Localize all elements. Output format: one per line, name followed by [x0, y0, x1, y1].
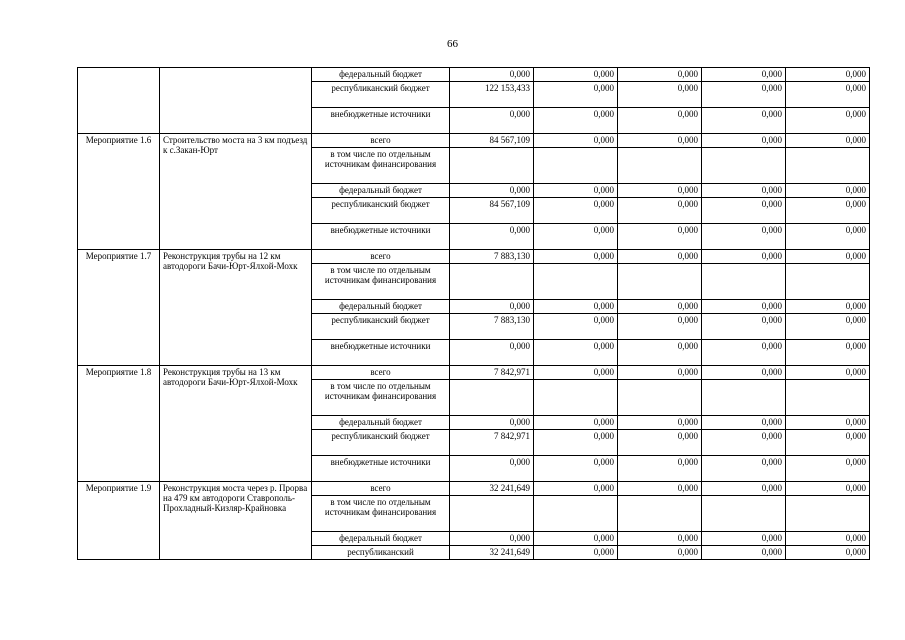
value-cell: 0,000 — [618, 82, 702, 108]
value-cell: 0,000 — [534, 224, 618, 250]
value-cell: 0,000 — [534, 250, 618, 264]
value-cell — [534, 264, 618, 300]
value-cell: 0,000 — [702, 134, 786, 148]
event-cell: Мероприятие 1.6 — [78, 134, 160, 250]
value-cell — [702, 380, 786, 416]
value-cell: 0,000 — [534, 108, 618, 134]
value-cell: 0,000 — [702, 482, 786, 496]
value-cell — [786, 496, 870, 532]
value-cell: 0,000 — [618, 300, 702, 314]
value-cell: 0,000 — [534, 366, 618, 380]
funding-source-cell: федеральный бюджет — [312, 184, 450, 198]
value-cell: 0,000 — [618, 314, 702, 340]
table-row — [78, 68, 870, 82]
value-cell: 0,000 — [786, 250, 870, 264]
value-cell: 0,000 — [702, 82, 786, 108]
value-cell: 0,000 — [534, 532, 618, 546]
value-cell: 0,000 — [618, 134, 702, 148]
value-cell — [702, 496, 786, 532]
value-cell: 0,000 — [618, 184, 702, 198]
value-cell: 0,000 — [618, 108, 702, 134]
value-cell: 0,000 — [702, 224, 786, 250]
funding-source-cell: внебюджетные источники — [312, 340, 450, 366]
value-cell: 0,000 — [786, 416, 870, 430]
value-cell: 0,000 — [786, 68, 870, 82]
value-cell: 0,000 — [702, 456, 786, 482]
funding-source-cell: всего — [312, 482, 450, 496]
funding-source-cell: в том числе по отдельным источникам финансирования — [312, 380, 450, 416]
value-cell: 0,000 — [702, 430, 786, 456]
value-cell: 0,000 — [702, 532, 786, 546]
value-cell: 7 883,130 — [450, 250, 534, 264]
table-body — [78, 68, 870, 560]
value-cell: 0,000 — [450, 456, 534, 482]
table-row — [78, 250, 870, 264]
value-cell: 0,000 — [786, 184, 870, 198]
value-cell: 0,000 — [450, 300, 534, 314]
funding-source-cell: в том числе по отдельным источникам финансирования — [312, 496, 450, 532]
value-cell: 0,000 — [786, 300, 870, 314]
value-cell — [618, 496, 702, 532]
value-cell: 0,000 — [786, 314, 870, 340]
value-cell: 122 153,433 — [450, 82, 534, 108]
value-cell: 0,000 — [786, 340, 870, 366]
value-cell — [450, 380, 534, 416]
value-cell — [450, 264, 534, 300]
event-cell: Мероприятие 1.7 — [78, 250, 160, 366]
value-cell: 0,000 — [702, 416, 786, 430]
value-cell: 0,000 — [786, 532, 870, 546]
funding-source-cell: в том числе по отдельным источникам финансирования — [312, 148, 450, 184]
value-cell: 0,000 — [786, 546, 870, 560]
value-cell: 0,000 — [786, 366, 870, 380]
value-cell: 0,000 — [786, 82, 870, 108]
funding-source-cell: республиканский — [312, 546, 450, 560]
value-cell: 0,000 — [534, 134, 618, 148]
value-cell: 0,000 — [786, 456, 870, 482]
value-cell: 0,000 — [786, 134, 870, 148]
value-cell: 7 883,130 — [450, 314, 534, 340]
value-cell: 0,000 — [534, 416, 618, 430]
funding-source-cell: федеральный бюджет — [312, 416, 450, 430]
event-cell — [78, 68, 160, 134]
event-cell: Мероприятие 1.8 — [78, 366, 160, 482]
value-cell: 0,000 — [702, 250, 786, 264]
value-cell: 0,000 — [702, 108, 786, 134]
value-cell: 0,000 — [534, 456, 618, 482]
value-cell: 0,000 — [450, 68, 534, 82]
value-cell: 7 842,971 — [450, 366, 534, 380]
funding-source-cell: внебюджетные источники — [312, 224, 450, 250]
value-cell: 0,000 — [618, 532, 702, 546]
value-cell: 0,000 — [618, 198, 702, 224]
value-cell — [786, 264, 870, 300]
value-cell — [534, 496, 618, 532]
event-cell: Мероприятие 1.9 — [78, 482, 160, 560]
value-cell — [618, 148, 702, 184]
funding-source-cell: внебюджетные источники — [312, 456, 450, 482]
value-cell: 0,000 — [534, 82, 618, 108]
value-cell: 0,000 — [534, 300, 618, 314]
value-cell: 0,000 — [618, 68, 702, 82]
funding-source-cell: федеральный бюджет — [312, 68, 450, 82]
value-cell: 0,000 — [702, 366, 786, 380]
funding-source-cell: республиканский бюджет — [312, 430, 450, 456]
value-cell: 84 567,109 — [450, 134, 534, 148]
value-cell: 0,000 — [786, 430, 870, 456]
value-cell: 0,000 — [618, 224, 702, 250]
value-cell — [702, 148, 786, 184]
event-name-cell: Реконструкция моста через р. Прорва на 479 км автодороги Ставрополь-Прохладный-Кизляр-Крайновка — [160, 482, 312, 560]
funding-source-cell: федеральный бюджет — [312, 532, 450, 546]
value-cell: 0,000 — [450, 224, 534, 250]
value-cell: 0,000 — [786, 224, 870, 250]
funding-source-cell: всего — [312, 366, 450, 380]
value-cell: 0,000 — [450, 340, 534, 366]
event-name-cell: Реконструкция трубы на 13 км автодороги Бачи-Юрт-Ялхой-Мохк — [160, 366, 312, 482]
value-cell: 32 241,649 — [450, 546, 534, 560]
value-cell — [534, 380, 618, 416]
value-cell: 0,000 — [534, 340, 618, 366]
value-cell: 0,000 — [618, 416, 702, 430]
value-cell: 0,000 — [450, 416, 534, 430]
funding-source-cell: всего — [312, 250, 450, 264]
funding-source-cell: внебюджетные источники — [312, 108, 450, 134]
value-cell: 0,000 — [786, 198, 870, 224]
funding-source-cell: всего — [312, 134, 450, 148]
table-row — [78, 134, 870, 148]
value-cell: 0,000 — [702, 68, 786, 82]
value-cell: 32 241,649 — [450, 482, 534, 496]
page-number: 66 — [447, 38, 458, 50]
value-cell: 0,000 — [702, 184, 786, 198]
value-cell: 0,000 — [534, 314, 618, 340]
value-cell: 0,000 — [786, 482, 870, 496]
value-cell: 0,000 — [786, 108, 870, 134]
value-cell: 0,000 — [702, 340, 786, 366]
value-cell: 0,000 — [618, 250, 702, 264]
table-row — [78, 366, 870, 380]
value-cell: 0,000 — [534, 68, 618, 82]
funding-source-cell: республиканский бюджет — [312, 314, 450, 340]
value-cell: 0,000 — [618, 366, 702, 380]
value-cell: 0,000 — [618, 482, 702, 496]
value-cell: 0,000 — [618, 546, 702, 560]
value-cell: 0,000 — [534, 430, 618, 456]
value-cell: 0,000 — [702, 546, 786, 560]
value-cell — [618, 264, 702, 300]
table-row — [78, 482, 870, 496]
value-cell — [786, 380, 870, 416]
value-cell — [786, 148, 870, 184]
value-cell: 0,000 — [702, 314, 786, 340]
value-cell — [702, 264, 786, 300]
value-cell: 0,000 — [534, 482, 618, 496]
value-cell: 0,000 — [534, 198, 618, 224]
value-cell — [618, 380, 702, 416]
funding-source-cell: в том числе по отдельным источникам финансирования — [312, 264, 450, 300]
value-cell — [450, 148, 534, 184]
value-cell — [450, 496, 534, 532]
value-cell: 0,000 — [534, 546, 618, 560]
event-name-cell — [160, 68, 312, 134]
value-cell: 7 842,971 — [450, 430, 534, 456]
event-name-cell: Строительство моста на 3 км подъезд к с.Закан-Юрт — [160, 134, 312, 250]
event-name-cell: Реконструкция трубы на 12 км автодороги Бачи-Юрт-Ялхой-Мохк — [160, 250, 312, 366]
value-cell: 0,000 — [618, 340, 702, 366]
funding-source-cell: республиканский бюджет — [312, 198, 450, 224]
value-cell: 0,000 — [618, 456, 702, 482]
funding-source-cell: федеральный бюджет — [312, 300, 450, 314]
value-cell: 0,000 — [618, 430, 702, 456]
value-cell: 0,000 — [702, 198, 786, 224]
value-cell: 84 567,109 — [450, 198, 534, 224]
value-cell: 0,000 — [450, 532, 534, 546]
value-cell — [534, 148, 618, 184]
value-cell: 0,000 — [534, 184, 618, 198]
value-cell: 0,000 — [450, 184, 534, 198]
funding-source-cell: республиканский бюджет — [312, 82, 450, 108]
value-cell: 0,000 — [450, 108, 534, 134]
budget-table — [77, 67, 870, 560]
value-cell: 0,000 — [702, 300, 786, 314]
